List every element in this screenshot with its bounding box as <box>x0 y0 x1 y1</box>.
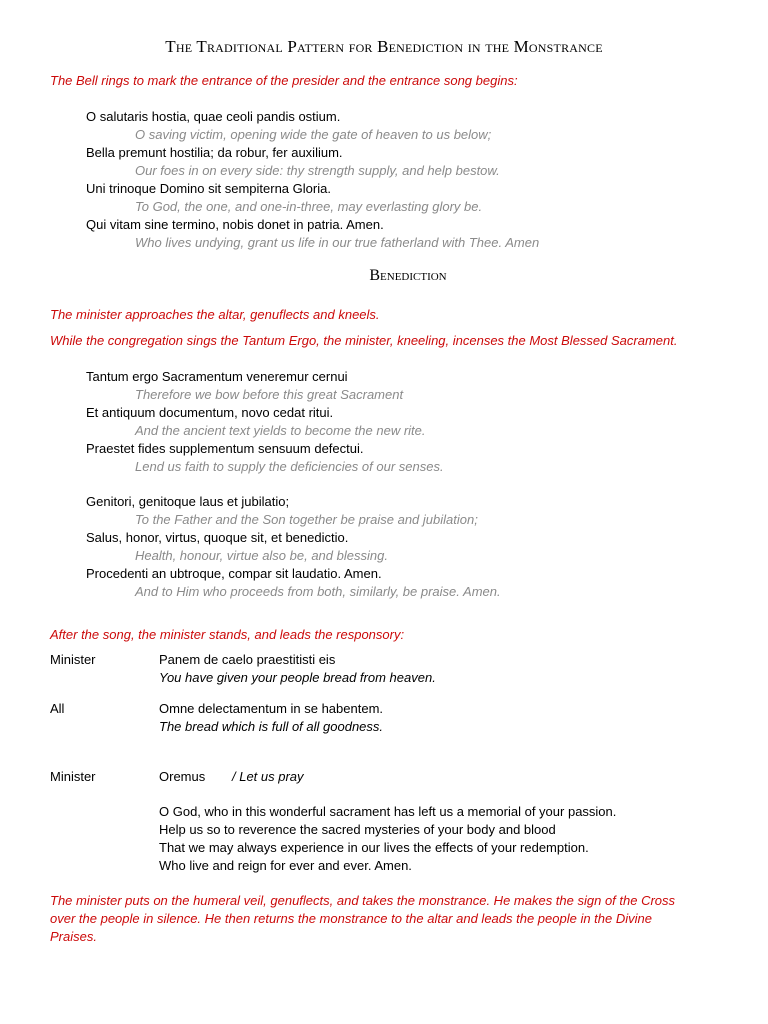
rubric-approach: The minister approaches the altar, genuflects and kneels. <box>50 307 380 322</box>
benediction-heading: Benediction <box>369 267 447 284</box>
tantum-ergo-latin-2: Et antiquum documentum, novo cedat ritui. <box>86 405 334 420</box>
genitori-latin-2: Salus, honor, virtus, quoque sit, et benedictio. <box>86 530 349 545</box>
rubric-entrance: The Bell rings to mark the entrance of the presider and the entrance song begins: <box>50 73 518 88</box>
genitori-latin-1: Genitori, genitoque laus et jubilatio; <box>86 494 290 509</box>
tantum-ergo-latin-3: Praestet fides supplementum sensuum defectui. <box>86 441 364 456</box>
rubric-veil-line-3: Praises. <box>50 929 97 944</box>
minister-label: Minister <box>50 652 96 667</box>
minister-english: You have given your people bread from heaven. <box>159 670 436 685</box>
prayer-line-3: That we may always experience in our lives the effects of your redemption. <box>159 840 589 855</box>
all-latin: Omne delectamentum in se habentem. <box>159 701 384 716</box>
o-salutaris-english-1: O saving victim, opening wide the gate of heaven to us below; <box>135 127 492 142</box>
o-salutaris-latin-2: Bella premunt hostilia; da robur, fer auxilium. <box>86 145 343 160</box>
o-salutaris-english-2: Our foes in on every side: thy strength supply, and help bestow. <box>135 163 500 178</box>
tantum-ergo-english-1: Therefore we bow before this great Sacrament <box>135 387 404 402</box>
oremus-latin: Oremus <box>159 769 206 784</box>
rubric-veil-line-2: over the people in silence. He then returns the monstrance to the altar and leads the people in the Divine <box>50 911 652 926</box>
prayer-line-4: Who live and reign for ever and ever. Amen. <box>159 858 412 873</box>
o-salutaris-latin-4: Qui vitam sine termino, nobis donet in patria. Amen. <box>86 217 384 232</box>
genitori-latin-3: Procedenti an ubtroque, compar sit laudatio. Amen. <box>86 566 382 581</box>
tantum-ergo-english-3: Lend us faith to supply the deficiencies of our senses. <box>135 459 444 474</box>
prayer-line-1: O God, who in this wonderful sacrament has left us a memorial of your passion. <box>159 804 617 819</box>
minister-latin: Panem de caelo praestitisti eis <box>159 652 336 667</box>
tantum-ergo-latin-1: Tantum ergo Sacramentum veneremur cernui <box>86 369 348 384</box>
tantum-ergo-english-2: And the ancient text yields to become the new rite. <box>135 423 426 438</box>
o-salutaris-english-4: Who lives undying, grant us life in our true fatherland with Thee. Amen <box>135 235 540 250</box>
rubric-responsory: After the song, the minister stands, and leads the responsory: <box>50 627 405 642</box>
genitori-english-2: Health, honour, virtue also be, and blessing. <box>135 548 388 563</box>
all-label: All <box>50 701 65 716</box>
oremus-english: / Let us pray <box>232 769 304 784</box>
all-english: The bread which is full of all goodness. <box>159 719 384 734</box>
o-salutaris-latin-1: O salutaris hostia, quae ceoli pandis ostium. <box>86 109 341 124</box>
genitori-english-1: To the Father and the Son together be praise and jubilation; <box>135 512 478 527</box>
rubric-veil-line-1: The minister puts on the humeral veil, genuflects, and takes the monstrance. He makes the sign of the Cross <box>50 893 676 908</box>
document-title: The Traditional Pattern for Benediction in the Monstrance <box>165 37 603 56</box>
rubric-incense: While the congregation sings the Tantum Ergo, the minister, kneeling, incenses the Most Blessed Sacrament. <box>50 333 678 348</box>
genitori-english-3: And to Him who proceeds from both, similarly, be praise. Amen. <box>135 584 501 599</box>
oremus-minister-label: Minister <box>50 769 96 784</box>
o-salutaris-latin-3: Uni trinoque Domino sit sempiterna Gloria. <box>86 181 331 196</box>
prayer-line-2: Help us so to reverence the sacred mysteries of your body and blood <box>159 822 556 837</box>
o-salutaris-english-3: To God, the one, and one-in-three, may everlasting glory be. <box>135 199 483 214</box>
